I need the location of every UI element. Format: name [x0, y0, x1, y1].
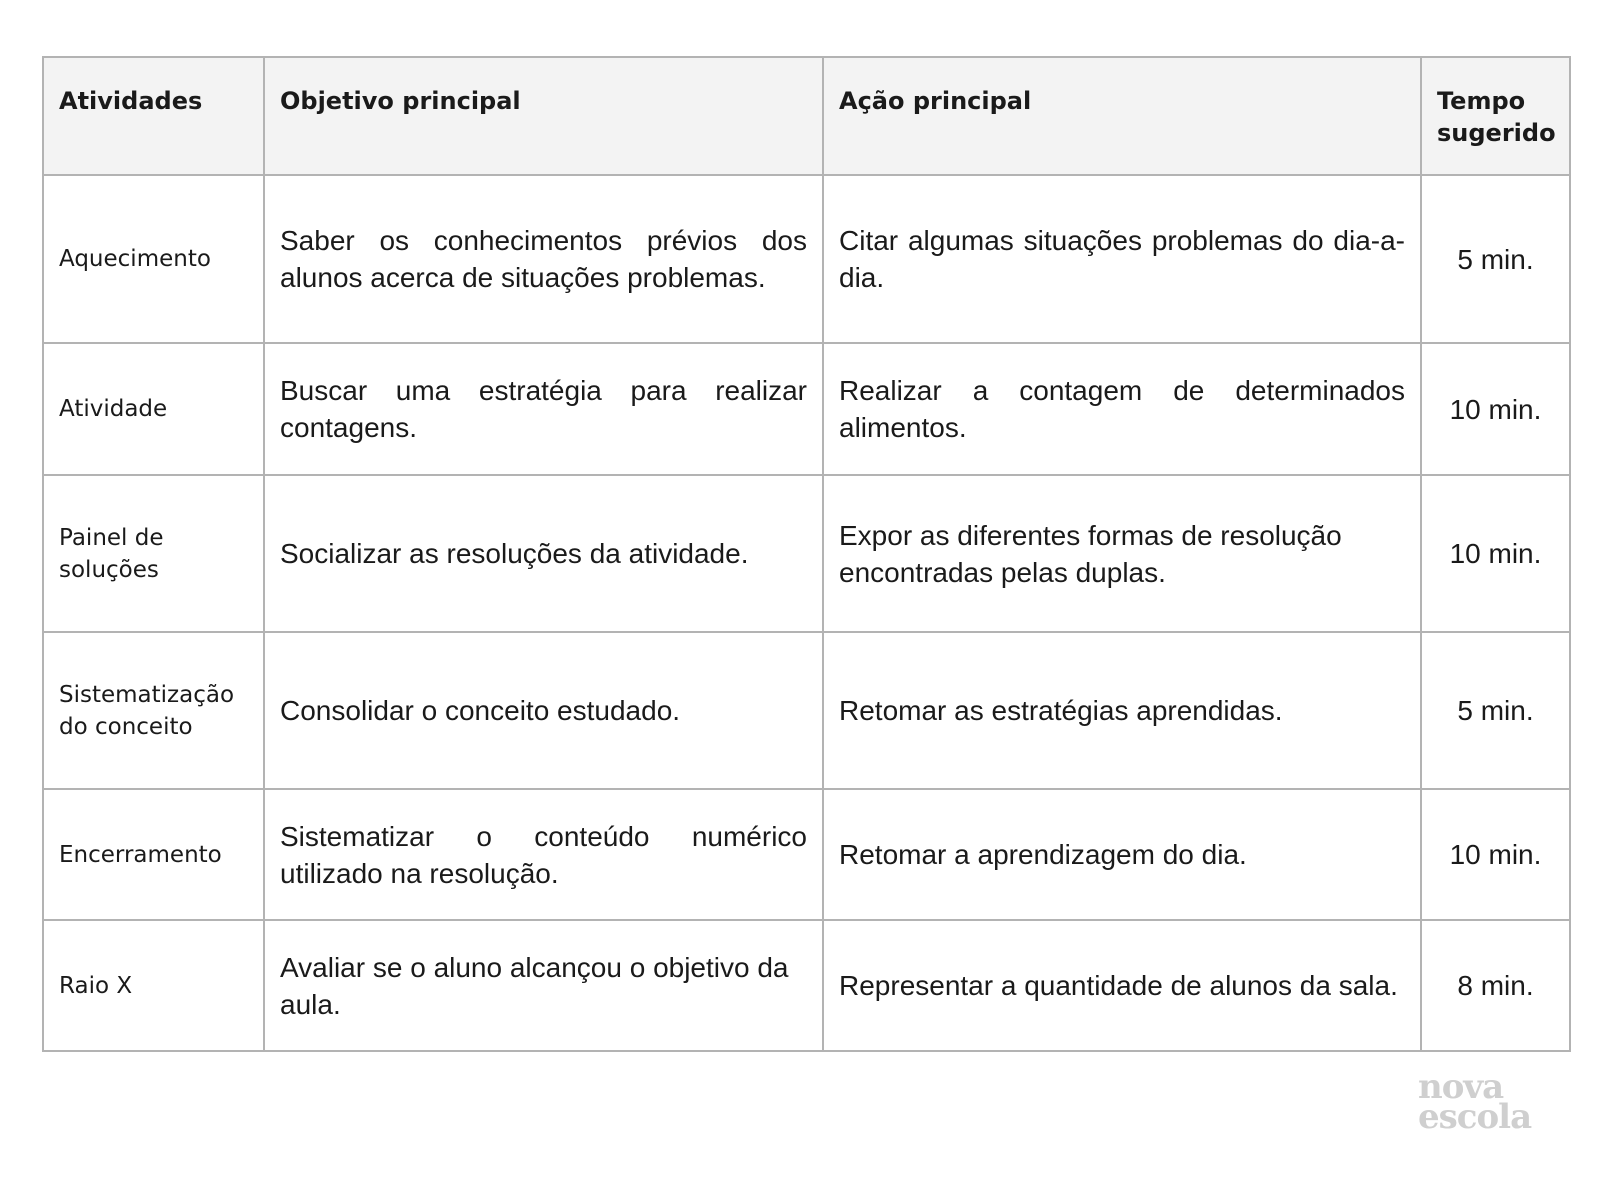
objective-cell: Buscar uma estratégia para realizar contagens.	[264, 343, 823, 475]
time-cell: 5 min.	[1421, 632, 1570, 789]
nova-escola-logo	[1418, 1067, 1538, 1137]
time-cell: 10 min.	[1421, 343, 1570, 475]
table-row	[43, 789, 1570, 920]
objective-cell: Sistematizar o conteúdo numérico utilizado na resolução.	[264, 789, 823, 920]
logo-line-nova: nova	[1418, 1067, 1504, 1107]
table-row	[43, 175, 1570, 343]
table-header	[43, 57, 1570, 175]
activity-cell: Raio X	[43, 920, 264, 1051]
table-row	[43, 632, 1570, 789]
action-cell: Representar a quantidade de alunos da sala.	[823, 920, 1421, 1051]
action-cell: Realizar a contagem de determinados alimentos.	[823, 343, 1421, 475]
table-body	[43, 175, 1570, 1051]
time-cell: 5 min.	[1421, 175, 1570, 343]
action-cell: Citar algumas situações problemas do dia-a-dia.	[823, 175, 1421, 343]
lesson-plan-table	[42, 56, 1571, 1052]
action-cell: Expor as diferentes formas de resolução encontradas pelas duplas.	[823, 475, 1421, 632]
header-main-objective: Objetivo principal	[264, 57, 823, 175]
objective-cell: Saber os conhecimentos prévios dos alunos acerca de situações problemas.	[264, 175, 823, 343]
action-cell: Retomar as estratégias aprendidas.	[823, 632, 1421, 789]
time-cell: 8 min.	[1421, 920, 1570, 1051]
header-main-action: Ação principal	[823, 57, 1421, 175]
table-row	[43, 920, 1570, 1051]
activity-cell: Painel de soluções	[43, 475, 264, 632]
time-cell: 10 min.	[1421, 789, 1570, 920]
table-row	[43, 343, 1570, 475]
objective-cell: Socializar as resoluções da atividade.	[264, 475, 823, 632]
objective-cell: Consolidar o conceito estudado.	[264, 632, 823, 789]
activity-cell: Atividade	[43, 343, 264, 475]
activity-cell: Aquecimento	[43, 175, 264, 343]
header-row	[43, 57, 1570, 175]
action-cell: Retomar a aprendizagem do dia.	[823, 789, 1421, 920]
time-cell: 10 min.	[1421, 475, 1570, 632]
table-row	[43, 475, 1570, 632]
logo-line-escola: escola	[1418, 1097, 1532, 1137]
activity-cell: Encerramento	[43, 789, 264, 920]
header-suggested-time: Tempo sugerido	[1421, 57, 1570, 175]
header-activities: Atividades	[43, 57, 264, 175]
activity-cell: Sistematização do conceito	[43, 632, 264, 789]
objective-cell: Avaliar se o aluno alcançou o objetivo da aula.	[264, 920, 823, 1051]
